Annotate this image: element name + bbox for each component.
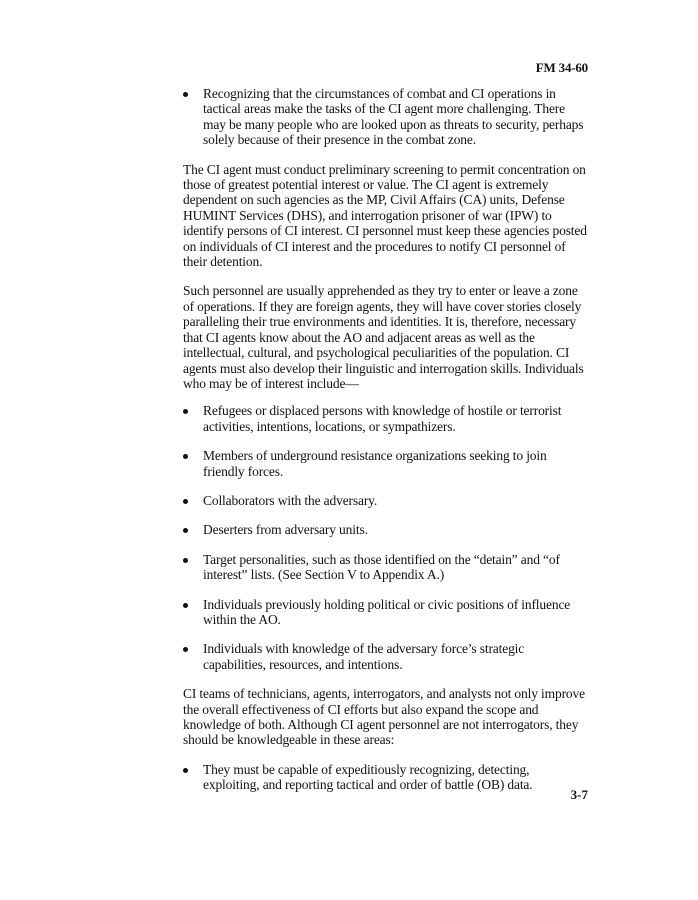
bullet-item [183, 522, 588, 537]
bullet-text: Recognizing that the circumstances of combat and CI operations in tactical areas make the tasks of the CI agent more challenging. There may be many people who are looked upon as threats to security, perhaps solely because of their presence in the combat zone. [203, 86, 584, 148]
interest-list [183, 403, 588, 672]
bullet-text: Individuals previously holding political or civic positions of influence within the AO. [203, 596, 571, 627]
paragraph-ci-teams: CI teams of technicians, agents, interrogators, and analysts not only improve the overall effectiveness of CI efforts but also expand the scope and knowledge of both. Although CI agent personnel are not interrogators, they should be knowledgeable in these areas: [183, 686, 585, 748]
bullet-item [183, 762, 588, 793]
bullet-item [183, 641, 588, 672]
bullet-text: Individuals with knowledge of the adversary force’s strategic capabilities, resources, and intentions. [203, 641, 525, 672]
bullet-icon [183, 499, 188, 504]
page-number: 3-7 [570, 787, 588, 802]
bullet-text: Deserters from adversary units. [203, 522, 368, 538]
bullet-icon [183, 92, 188, 97]
bullet-item [183, 403, 588, 434]
bullet-text: Refugees or displaced persons with knowledge of hostile or terrorist activities, intentions, locations, or sympathizers. [203, 403, 562, 434]
bullet-item [183, 552, 588, 583]
bullet-icon [183, 558, 188, 563]
bullet-icon [183, 647, 188, 652]
bullet-icon [183, 528, 188, 533]
bullet-icon [183, 603, 188, 608]
bullet-text: They must be capable of expeditiously recognizing, detecting, exploiting, and reporting tactical and order of battle (OB) data. [203, 761, 533, 793]
bullet-text: Target personalities, such as those identified on the “detain” and “of interest” lists. (See Section V to Appendix A.) [203, 551, 560, 583]
page-body [183, 86, 588, 807]
bullet-icon [183, 768, 188, 773]
bullet-item [183, 86, 588, 148]
paragraph-apprehension: Such personnel are usually apprehended as they try to enter or leave a zone of operations. If they are foreign agents, they will have cover stories closely paralleling their true environments and identities. It is, therefore, necessary that CI agents know about the AO and adjacent areas as well as the intellectual, cultural, and psychological peculiarities of the population. CI agents must also develop their linguistic and interrogation skills. Individuals who may be of interest include— [183, 283, 584, 391]
document-id: FM 34-60 [535, 60, 588, 75]
paragraph-screening: The CI agent must conduct preliminary screening to permit concentration on those of greatest potential interest or value. The CI agent is extremely dependent on such agencies as the MP, Civil Affairs (CA) units, Defense HUMINT Services (DHS), and interrogation prisoner of war (IPW) to identify persons of CI interest. CI personnel must keep these agencies posted on individuals of CI interest and the procedures to notify CI personnel of their detention. [183, 161, 587, 270]
bullet-icon [183, 454, 188, 459]
bullet-item [183, 597, 588, 628]
bullet-item [183, 493, 588, 508]
bullet-item [183, 448, 588, 479]
bullet-text: Members of underground resistance organizations seeking to join friendly forces. [203, 448, 547, 479]
bullet-icon [183, 409, 188, 414]
bullet-text: Collaborators with the adversary. [203, 492, 378, 508]
